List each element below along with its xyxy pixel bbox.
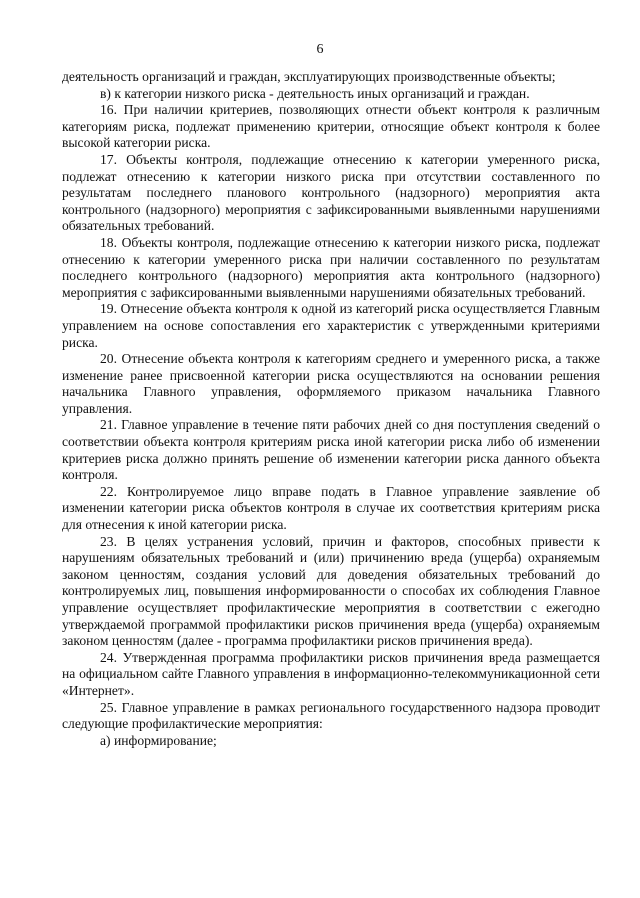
paragraph-24: 24. Утвержденная программа профилактики рисков причинения вреда размещается на официальном сайте Главного управления в информационно-телекоммуникационной сети «Интернет». [62, 649, 600, 698]
paragraph-18: 18. Объекты контроля, подлежащие отнесению к категории низкого риска, подлежат отнесению к категории умеренного риска при наличии составленного по результатам последнего контрольного (надзорного) мероприятия акта контрольного (надзорного) мероприятия с зафиксированными выявленными нарушениями обязательных требований. [62, 234, 600, 300]
paragraph-17: 17. Объекты контроля, подлежащие отнесению к категории умеренного риска, подлежат отнесению к категории низкого риска при отсутствии составленного по результатам последнего планового контрольного (надзорного) мероприятия акта контрольного (надзорного) мероприятия с зафиксированными выявленными нарушениями обязательных требований. [62, 151, 600, 234]
paragraph-23: 23. В целях устранения условий, причин и факторов, способных привести к нарушениям обязательных требований и (или) причинению вреда (ущерба) охраняемым законом ценностям, создания условий для доведения обязательных требований до контролируемых лиц, повышения информированности о способах их соблюдения Главное управление осуществляет профилактические мероприятия в соответствии с ежегодно утверждаемой программой профилактики рисков причинения вреда (ущерба) охраняемым законом ценностям (далее - программа профилактики рисков причинения вреда). [62, 533, 600, 649]
paragraph-item-a: а) информирование; [100, 732, 217, 748]
paragraph-20: 20. Отнесение объекта контроля к категориям среднего и умеренного риска, а также изменение ранее присвоенной категории риска осуществляются на основании решения начальника Главного управления, оформляемого приказом начальника Главного управления. [62, 351, 600, 416]
paragraph-item-v: в) к категории низкого риска - деятельность иных организаций и граждан. [100, 85, 530, 101]
paragraph-22: 22. Контролируемое лицо вправе подать в Главное управление заявление об изменении категории риска объектов контроля в случае их соответствия критериям риска для отнесения к иной категории риска. [62, 483, 600, 533]
page-number: 6 [316, 42, 324, 57]
paragraph-21: 21. Главное управление в течение пяти рабочих дней со дня поступления сведений о соответствии объекта контроля критериям риска иной категории риска либо об изменении критериев риска должно принять решение об изменении категории риска данного объекта контроля. [62, 417, 600, 483]
paragraph-25: 25. Главное управление в рамках регионального государственного надзора проводит следующие профилактические мероприятия: [62, 699, 600, 732]
paragraph-16: 16. При наличии критериев, позволяющих отнести объект контроля к различным категориям риска, подлежат применению критерии, относящие объект контроля к более высокой категории риска. [62, 102, 600, 151]
paragraph-continuation: деятельность организаций и граждан, эксплуатирующих производственные объекты; [62, 69, 556, 84]
paragraph-19: 19. Отнесение объекта контроля к одной из категорий риска осуществляется Главным управлением на основе сопоставления его характеристик с утвержденными критериями риска. [62, 301, 600, 350]
document-body [62, 69, 600, 749]
